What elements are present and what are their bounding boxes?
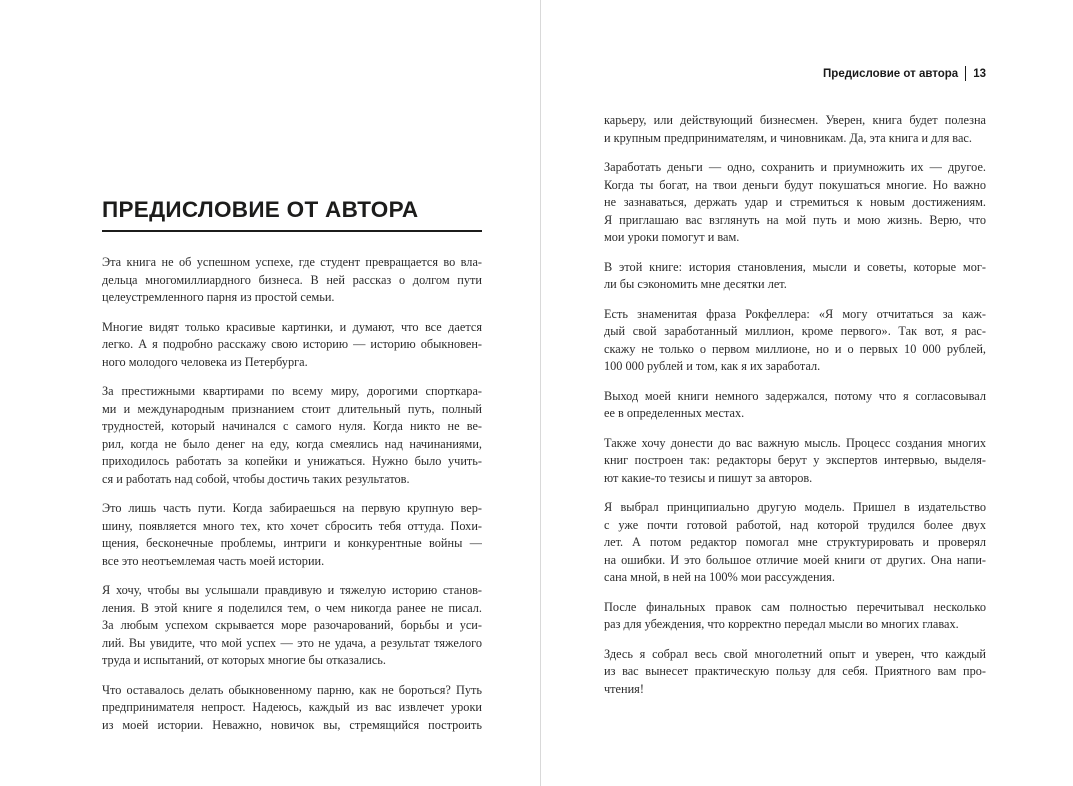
paragraph [102,254,482,307]
text-line: из моей истории. Неважно, новичок вы, стремящийся построить [102,717,482,732]
paragraph [102,582,482,670]
chapter-heading: ПРЕДИСЛОВИЕ ОТ АВТОРА [102,197,419,222]
text-line: лет. А потом редактор помогал мне структурировать и проверял [604,535,986,549]
paragraph [604,388,986,423]
paragraph [102,682,482,735]
text-line: с уже почти готовой работой, над которой трудился более двух [604,517,986,532]
text-line: Я приглашаю вас взглянуть на мой путь и мою жизнь. Верю, что [604,212,986,227]
text-line: из вас вынесет практическую пользу для себя. Приятного вам про- [604,664,986,678]
paragraph [604,259,986,294]
text-line: дый свой заработанный миллион, кроме первого». Так вот, я рас- [604,324,986,338]
running-header-title: Предисловие от автора [823,67,959,80]
text-line: щения, бесконечные проблемы, интриги и конкурентные войны — [102,536,482,550]
text-line: Также хочу донести до вас важную мысль. Процесс создания многих [604,435,986,450]
text-line: чтения! [604,681,644,696]
text-line: ее в определенных местах. [604,406,745,420]
paragraph [604,159,986,247]
paragraph [604,435,986,488]
text-line: ют какие-то тезисы и пишут за авторов. [604,470,813,485]
text-line: Эта книга не об успешном успехе, где студент превращается во вла- [102,255,482,269]
text-line: лий. Вы увидите, что мой успех — это не удача, а результат тяжелого [102,635,482,650]
text-line: карьеру, или действующий бизнесмен. Уверен, книга будет полезна [604,113,986,127]
text-line: сана мной, в ней на 100% мои рассуждения. [604,570,835,584]
text-line: рил, когда не было денег на еду, когда смеялись над начинаниями, [102,436,482,451]
text-line: трудностей, который начинался с самого нуля. Когда никто не ве- [102,419,482,433]
text-line: Есть знаменитая фраза Рокфеллера: «Я могу отчитаться за каж- [604,306,986,321]
text-line: Я выбрал принципиально другую модель. Пришел в издательство [604,500,986,514]
text-line: Многие видят только красивые картинки, и думают, что все дается [102,319,482,334]
text-line: ного молодого человека из Петербурга. [102,354,308,369]
text-line: целеустремленного парня из простой семьи. [102,290,335,304]
text-line: легко. А я подробно расскажу свою историю — историю обыкновен- [102,337,482,351]
right-page-body [604,112,986,698]
text-line: В этой книге: история становления, мысли и советы, которые мог- [604,259,986,274]
text-line: приходилось работать за копейки и унижаться. Нужно было учить- [102,454,482,468]
text-line: Это лишь часть пути. Когда забираешься на первую крупную вер- [102,501,482,515]
page-number: 13 [973,67,986,80]
text-line: все это неотъемлемая часть моей истории. [102,553,325,568]
text-line: книг построен так: редакторы берут у экспертов интервью, выделя- [604,453,986,467]
text-line: раз для убеждения, что корректно передал мысли во многих главах. [604,617,959,631]
text-line: 100 000 рублей и том, как я их заработал. [604,359,821,373]
text-line: ся и работать над собой, чтобы достичь таких результатов. [102,471,410,486]
paragraph [604,499,986,587]
text-line: ли бы сэкономить мне десятки лет. [604,277,787,291]
text-line: Заработать деньги — одно, сохранить и приумножить их — другое. [604,160,986,174]
heading-rule [102,230,482,232]
text-line: шину, появляется много тех, кто хочет сбросить тебя оттуда. Похи- [102,518,482,533]
running-header [604,66,986,81]
text-line: Что оставалось делать обыкновенному парню, как не бороться? Путь [102,682,482,697]
text-line: скажу не только о первом миллионе, но и о первых 10 000 рублей, [604,341,986,356]
page-gutter-divider [540,0,541,786]
running-header-divider [965,66,966,81]
text-line: За любым успехом скрывается море разочарований, борьбы и уси- [102,618,482,632]
text-line: Я хочу, чтобы вы услышали правдивую и тяжелую историю станов- [102,583,482,597]
text-line: на ошибки. И это большое отличие моей книги от других. Она напи- [604,552,986,567]
text-line: ления. В этой книге я поделился тем, о чем никогда ранее не писал. [102,600,482,615]
text-line: мои уроки помогут и вам. [604,230,740,244]
paragraph [604,599,986,634]
paragraph [102,319,482,372]
text-line: не зазнаваться, держать удар и стремиться к новым достижениям. [604,195,986,209]
text-line: предпринимателя непрост. Надеюсь, каждый из вас извлечет уроки [102,700,482,714]
text-line: дельца многомиллиардного бизнеса. В ней рассказ о долгом пути [102,272,482,287]
text-line: За престижными квартирами по всему миру, дорогими спорткара- [102,384,482,398]
text-line: Когда ты богат, на твои деньги будут покушаться многие. Но важно [604,177,986,192]
paragraph [102,383,482,488]
text-line: Выход моей книги немного задержался, потому что я согласовывал [604,388,986,403]
paragraph [604,306,986,376]
text-line: ми и международным признанием стоит длительный путь, полный [102,401,482,416]
left-page-body [102,254,482,734]
text-line: После финальных правок сам полностью перечитывал несколько [604,599,986,614]
paragraph [604,112,986,147]
left-page [102,197,482,734]
paragraph [604,646,986,699]
text-line: Здесь я собрал весь свой многолетний опыт и уверен, что каждый [604,646,986,661]
text-line: и крупным предпринимателям, и чиновникам. Да, эта книга и для вас. [604,130,972,145]
text-line: труда и испытаний, от которых многие бы отказались. [102,653,386,667]
paragraph [102,500,482,570]
